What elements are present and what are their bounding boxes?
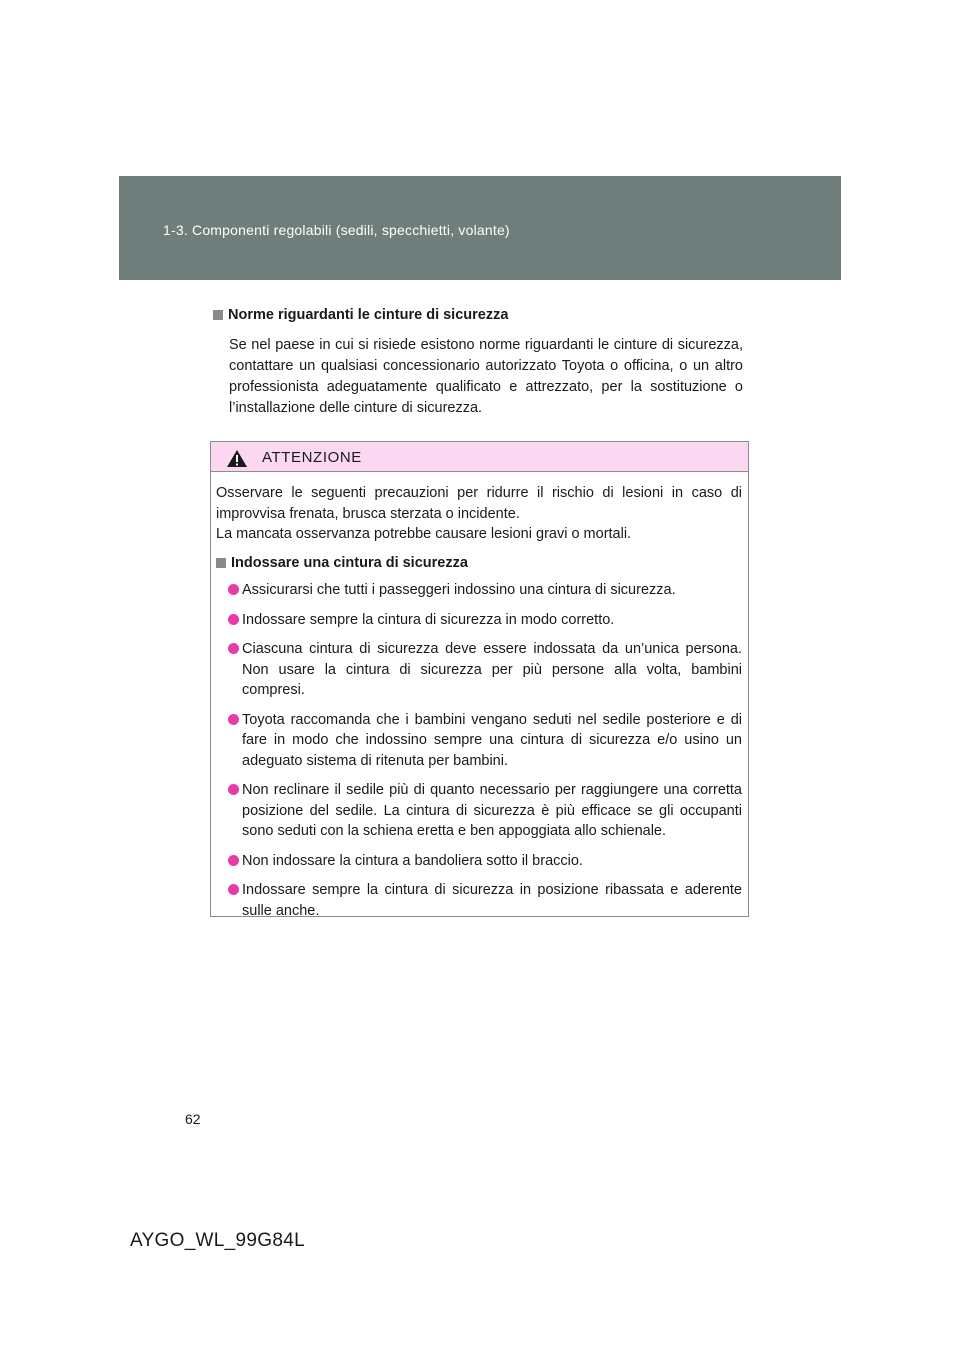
- bullet-dot-icon: [228, 614, 239, 625]
- bullet-dot-icon: [228, 584, 239, 595]
- square-bullet-icon: [216, 558, 226, 568]
- warning-intro-line: Osservare le seguenti precauzioni per ridurre il rischio di lesioni in caso di improvvisa frenata, brusca sterzata o incidente.: [216, 485, 742, 522]
- warning-bullet-list: [216, 580, 742, 921]
- warning-intro-line: La mancata osservanza potrebbe causare lesioni gravi o mortali.: [216, 526, 632, 542]
- list-item: [216, 710, 742, 772]
- list-item: [216, 580, 742, 601]
- bullet-dot-icon: [228, 855, 239, 866]
- bullet-dot-icon: [228, 784, 239, 795]
- section-heading-text: Norme riguardanti le cinture di sicurezza: [228, 307, 509, 323]
- list-item-text: Non reclinare il sedile più di quanto necessario per raggiungere una corretta posizione del sedile. La cintura di sicurezza è più efficace se gli occupanti sono seduti con la schiena eretta e ben appoggiata allo schienale.: [242, 782, 742, 839]
- list-item: [216, 880, 742, 921]
- section-body: Se nel paese in cui si risiede esistono norme riguardanti le cinture di sicurezza, contattare un qualsiasi concessionario autorizzato Toyota o officina, o un altro professionista adeguatamente qualificato e attrezzato, per la sostituzione o l’installazione delle cinture di sicurezza.: [229, 337, 743, 416]
- list-item-text: Assicurarsi che tutti i passeggeri indossino una cintura di sicurezza.: [242, 582, 676, 598]
- chapter-header: [119, 176, 841, 280]
- list-item-text: Ciascuna cintura di sicurezza deve essere indossata da un’unica persona. Non usare la cintura di sicurezza per più persone alla volta, bambini compresi.: [242, 641, 742, 698]
- warning-sub-heading-text: Indossare una cintura di sicurezza: [231, 554, 468, 571]
- bullet-dot-icon: [228, 643, 239, 654]
- document-code: AYGO_WL_99G84L: [130, 1230, 305, 1251]
- list-item-text: Toyota raccomanda che i bambini vengano seduti nel sedile posteriore e di fare in modo che indossino sempre una cintura di sicurezza e/o usino un adeguato sistema di ritenuta per bambini.: [242, 711, 742, 769]
- warning-triangle-icon: [226, 449, 248, 468]
- list-item: [216, 610, 742, 631]
- warning-box: [210, 441, 749, 917]
- warning-content: [211, 472, 748, 921]
- warning-intro: [216, 483, 742, 545]
- bullet-dot-icon: [228, 714, 239, 725]
- list-item-text: Indossare sempre la cintura di sicurezza in posizione ribassata e aderente sulle anche.: [242, 882, 742, 919]
- list-item: [216, 780, 742, 842]
- chapter-title: 1-3. Componenti regolabili (sedili, specchietti, volante): [163, 222, 510, 238]
- list-item-text: Indossare sempre la cintura di sicurezza in modo corretto.: [242, 611, 615, 628]
- bullet-dot-icon: [228, 884, 239, 895]
- list-item: [216, 851, 742, 872]
- page-number: 62: [185, 1111, 201, 1127]
- list-item-text: Non indossare la cintura a bandoliera sotto il braccio.: [242, 852, 583, 869]
- warning-sub-heading: [216, 553, 742, 574]
- warning-header: [211, 442, 748, 472]
- list-item: [216, 639, 742, 701]
- seatbelt-regulations-section: [213, 307, 743, 419]
- section-heading: [213, 307, 743, 323]
- square-bullet-icon: [213, 310, 223, 320]
- warning-title: ATTENZIONE: [262, 449, 362, 466]
